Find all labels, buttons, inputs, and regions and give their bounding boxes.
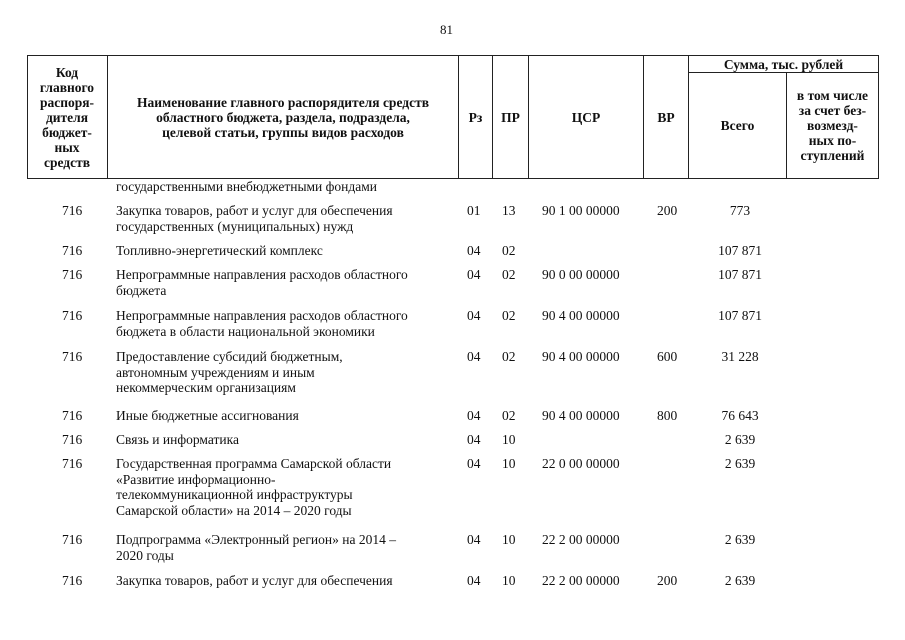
row-name: Подпрограмма «Электронный регион» на 2014 – 2020 годы (116, 532, 396, 563)
row-rz: 04 (467, 267, 481, 282)
row-csr: 90 4 00 00000 (542, 408, 620, 423)
header-code: Код главного распоря- дителя бюджет- ных средств (39, 64, 95, 170)
row-name: Топливно-энергетический комплекс (116, 243, 323, 258)
row-pr: 02 (502, 349, 516, 364)
row-rz: 04 (467, 532, 481, 547)
row-rz: 04 (467, 243, 481, 258)
row-rz: 04 (467, 408, 481, 423)
row-rz: 04 (467, 573, 481, 588)
header-grant: в том числе за счет без- возмезд- ных по- ступлений (796, 88, 869, 163)
row-name: Непрограммные направления расходов областного бюджета в области национальной экономики (116, 308, 408, 339)
row-code: 716 (62, 432, 83, 447)
row-code: 716 (62, 308, 83, 323)
row-name: Государственная программа Самарской области «Развитие информационно- телекоммуникационной инфраструктуры Самарской области» на 2014 – 2020 годы (116, 456, 392, 518)
row-csr: 90 1 00 00000 (542, 203, 620, 218)
row-name: Связь и информатика (116, 432, 239, 447)
row-code: 716 (62, 532, 83, 547)
row-pr: 02 (502, 267, 516, 282)
row-name: Предоставление субсидий бюджетным, автономным учреждениям и иным некоммерческим организациям (116, 349, 343, 395)
row-code: 716 (62, 349, 83, 364)
row-sum: 2 639 (724, 532, 756, 547)
header-name: Наименование главного распорядителя средств областного бюджета, раздела, подраздела, целевой статьи, группы видов расходов (136, 94, 429, 140)
row-vr: 800 (657, 408, 678, 423)
row-sum: 107 871 (718, 308, 762, 323)
row-vr: 200 (657, 203, 678, 218)
row-name: Закупка товаров, работ и услуг для обеспечения (116, 573, 393, 588)
row-code: 716 (62, 203, 83, 218)
row-sum: 2 639 (724, 456, 756, 471)
row-pr: 10 (502, 573, 516, 588)
row-pr: 10 (502, 532, 516, 547)
row-rz: 04 (467, 349, 481, 364)
header-csr: ЦСР (571, 109, 601, 125)
row-csr: 22 2 00 00000 (542, 573, 620, 588)
row-code: 716 (62, 267, 83, 282)
header-vr: ВР (657, 109, 675, 125)
row-pr: 02 (502, 243, 516, 258)
row-pr: 13 (502, 203, 516, 218)
row-pr: 02 (502, 408, 516, 423)
page-number: 81 (440, 22, 453, 37)
row-sum: 2 639 (724, 432, 756, 447)
row-sum: 31 228 (721, 349, 759, 364)
row-code: 716 (62, 408, 83, 423)
row-sum: 107 871 (718, 267, 762, 282)
header-rz: Рз (468, 109, 483, 125)
row-code: 716 (62, 243, 83, 258)
row-pr: 10 (502, 432, 516, 447)
row-sum: 107 871 (718, 243, 762, 258)
header-sum: Сумма, тыс. рублей (723, 56, 844, 72)
row-vr: 600 (657, 349, 678, 364)
row-csr: 22 2 00 00000 (542, 532, 620, 547)
row-code: 716 (62, 573, 83, 588)
row-name: Непрограммные направления расходов областного бюджета (116, 267, 408, 298)
header-total: Всего (720, 118, 755, 133)
row-pr: 02 (502, 308, 516, 323)
row-csr: 22 0 00 00000 (542, 456, 620, 471)
row-pr: 10 (502, 456, 516, 471)
row-name: Закупка товаров, работ и услуг для обеспечения государственных (муниципальных) нужд (116, 203, 393, 234)
row-rz: 01 (467, 203, 481, 218)
row-name: Иные бюджетные ассигнования (116, 408, 299, 423)
row-sum: 2 639 (724, 573, 756, 588)
row-rz: 04 (467, 456, 481, 471)
row-code: 716 (62, 456, 83, 471)
row-csr: 90 0 00 00000 (542, 267, 620, 282)
row-vr: 200 (657, 573, 678, 588)
row-sum: 773 (729, 203, 751, 218)
header-pr: ПР (501, 109, 520, 125)
row-csr: 90 4 00 00000 (542, 349, 620, 364)
row-sum: 76 643 (721, 408, 759, 423)
row-rz: 04 (467, 308, 481, 323)
row-csr: 90 4 00 00000 (542, 308, 620, 323)
row-rz: 04 (467, 432, 481, 447)
